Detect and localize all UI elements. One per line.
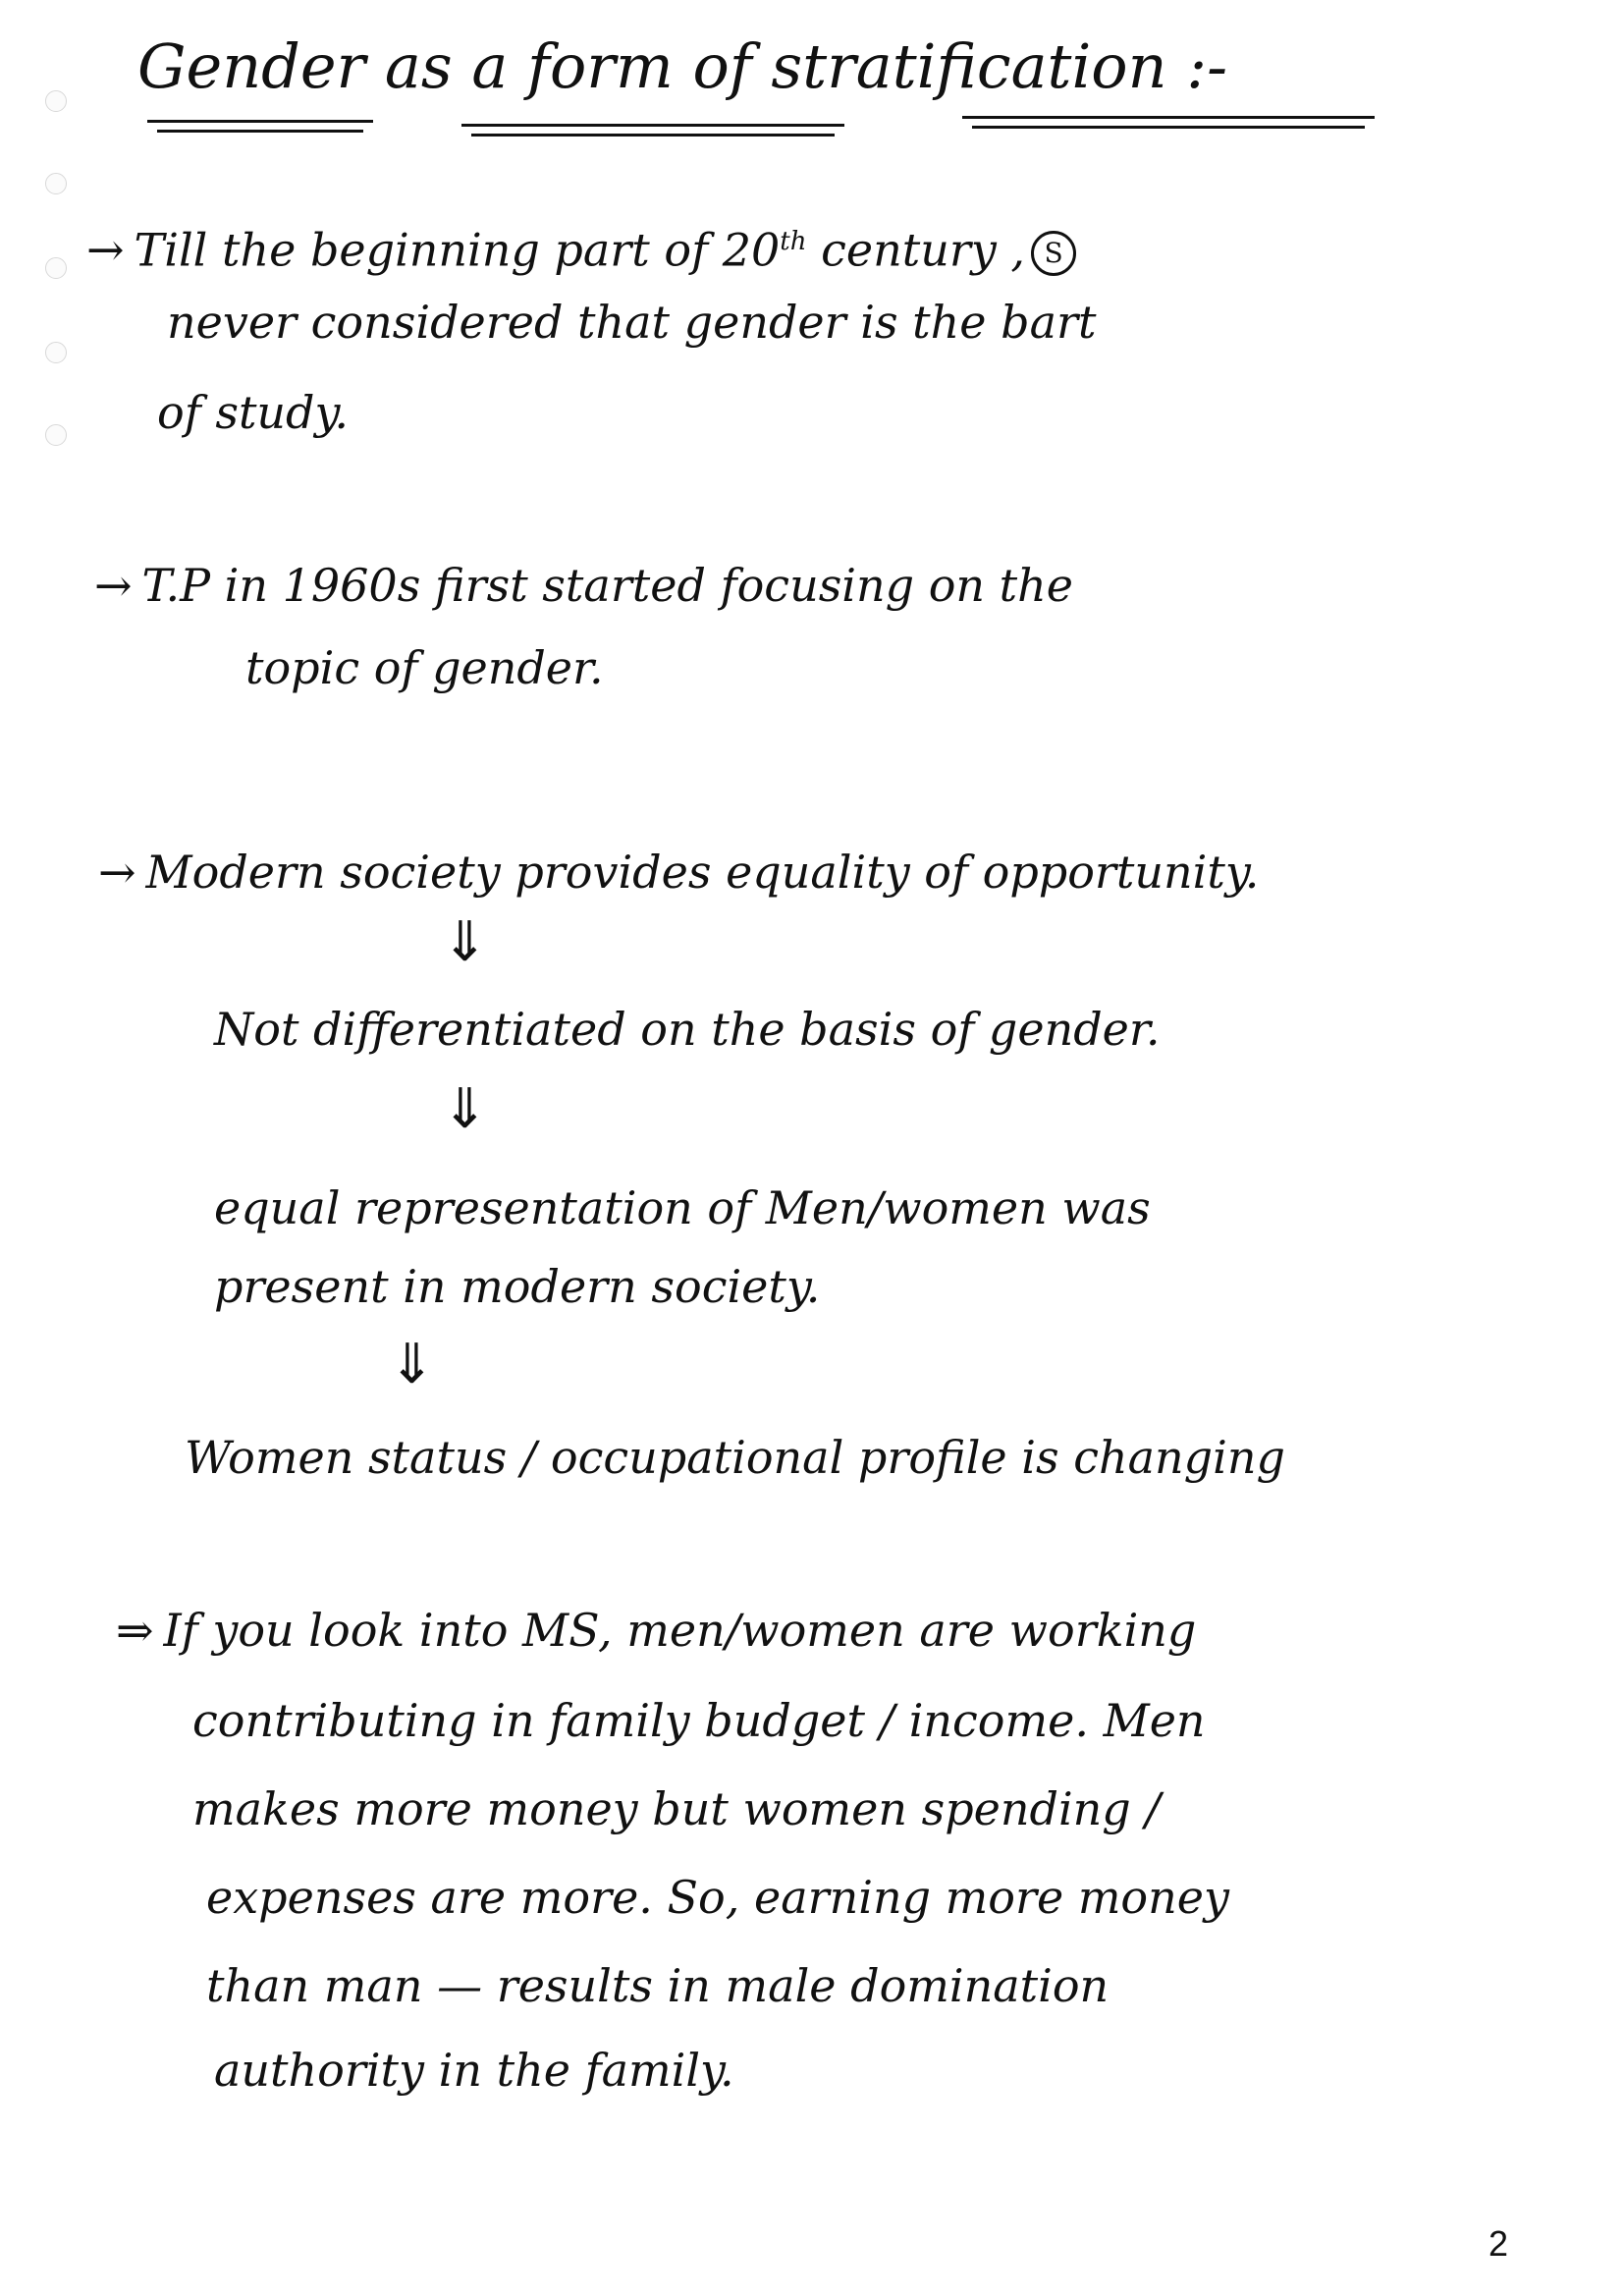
double-down-arrow: ⇓ bbox=[442, 910, 488, 974]
title-underline bbox=[461, 124, 844, 127]
arrow-bullet: → bbox=[94, 559, 133, 612]
page-number: 2 bbox=[1489, 2223, 1509, 2264]
double-down-arrow: ⇓ bbox=[389, 1333, 435, 1396]
final-point-line-2: contributing in family budget / income. Men bbox=[192, 1694, 1206, 1747]
page-title: Gender as a form of stratification :- bbox=[137, 30, 1228, 102]
point-text: Modern society provides equality of opportunity. bbox=[145, 846, 1260, 899]
punch-hole bbox=[45, 90, 67, 112]
title-underline bbox=[471, 134, 835, 137]
punch-hole bbox=[45, 424, 67, 446]
punch-hole bbox=[45, 257, 67, 279]
point-1-line-3: of study. bbox=[157, 386, 350, 439]
point-1-line-2: never considered that gender is the bart bbox=[167, 296, 1097, 349]
arrow-bullet: → bbox=[86, 223, 125, 277]
final-point-line-4: expenses are more. So, earning more money bbox=[206, 1871, 1229, 1924]
title-underline bbox=[157, 130, 363, 133]
flow-step-4: Women status / occupational profile is changing bbox=[185, 1431, 1285, 1484]
final-point-line-6: authority in the family. bbox=[214, 2044, 734, 2097]
flow-step-3: present in modern society. bbox=[214, 1260, 821, 1313]
point-text: Till the beginning part of 20 bbox=[134, 223, 781, 277]
circled-s-mark: S bbox=[1031, 231, 1076, 276]
double-arrow-bullet: ⇒ bbox=[116, 1604, 154, 1657]
superscript: th bbox=[780, 227, 807, 256]
title-underline bbox=[962, 116, 1375, 119]
point-text: If you look into MS, men/women are working bbox=[163, 1604, 1197, 1657]
title-underline bbox=[972, 126, 1365, 129]
point-2-line-2: topic of gender. bbox=[245, 641, 604, 694]
arrow-bullet: → bbox=[98, 846, 136, 899]
punch-hole bbox=[45, 173, 67, 194]
flow-step-1: Not differentiated on the basis of gender. bbox=[214, 1003, 1161, 1056]
title-underline bbox=[147, 120, 373, 123]
final-point-line-3: makes more money but women spending / bbox=[192, 1782, 1161, 1835]
final-point-line-5: than man — results in male domination bbox=[206, 1959, 1110, 2012]
point-2-line-1 bbox=[94, 558, 1073, 613]
flow-step-2: equal representation of Men/women was bbox=[214, 1181, 1151, 1234]
point-3-line-1 bbox=[98, 845, 1259, 900]
point-text: century , bbox=[806, 223, 1026, 277]
double-down-arrow: ⇓ bbox=[442, 1077, 488, 1141]
punch-hole bbox=[45, 342, 67, 363]
point-text: T.P in 1960s first started focusing on the bbox=[141, 559, 1073, 612]
point-1-line-1 bbox=[86, 214, 1076, 277]
final-point-line-1 bbox=[116, 1603, 1196, 1658]
